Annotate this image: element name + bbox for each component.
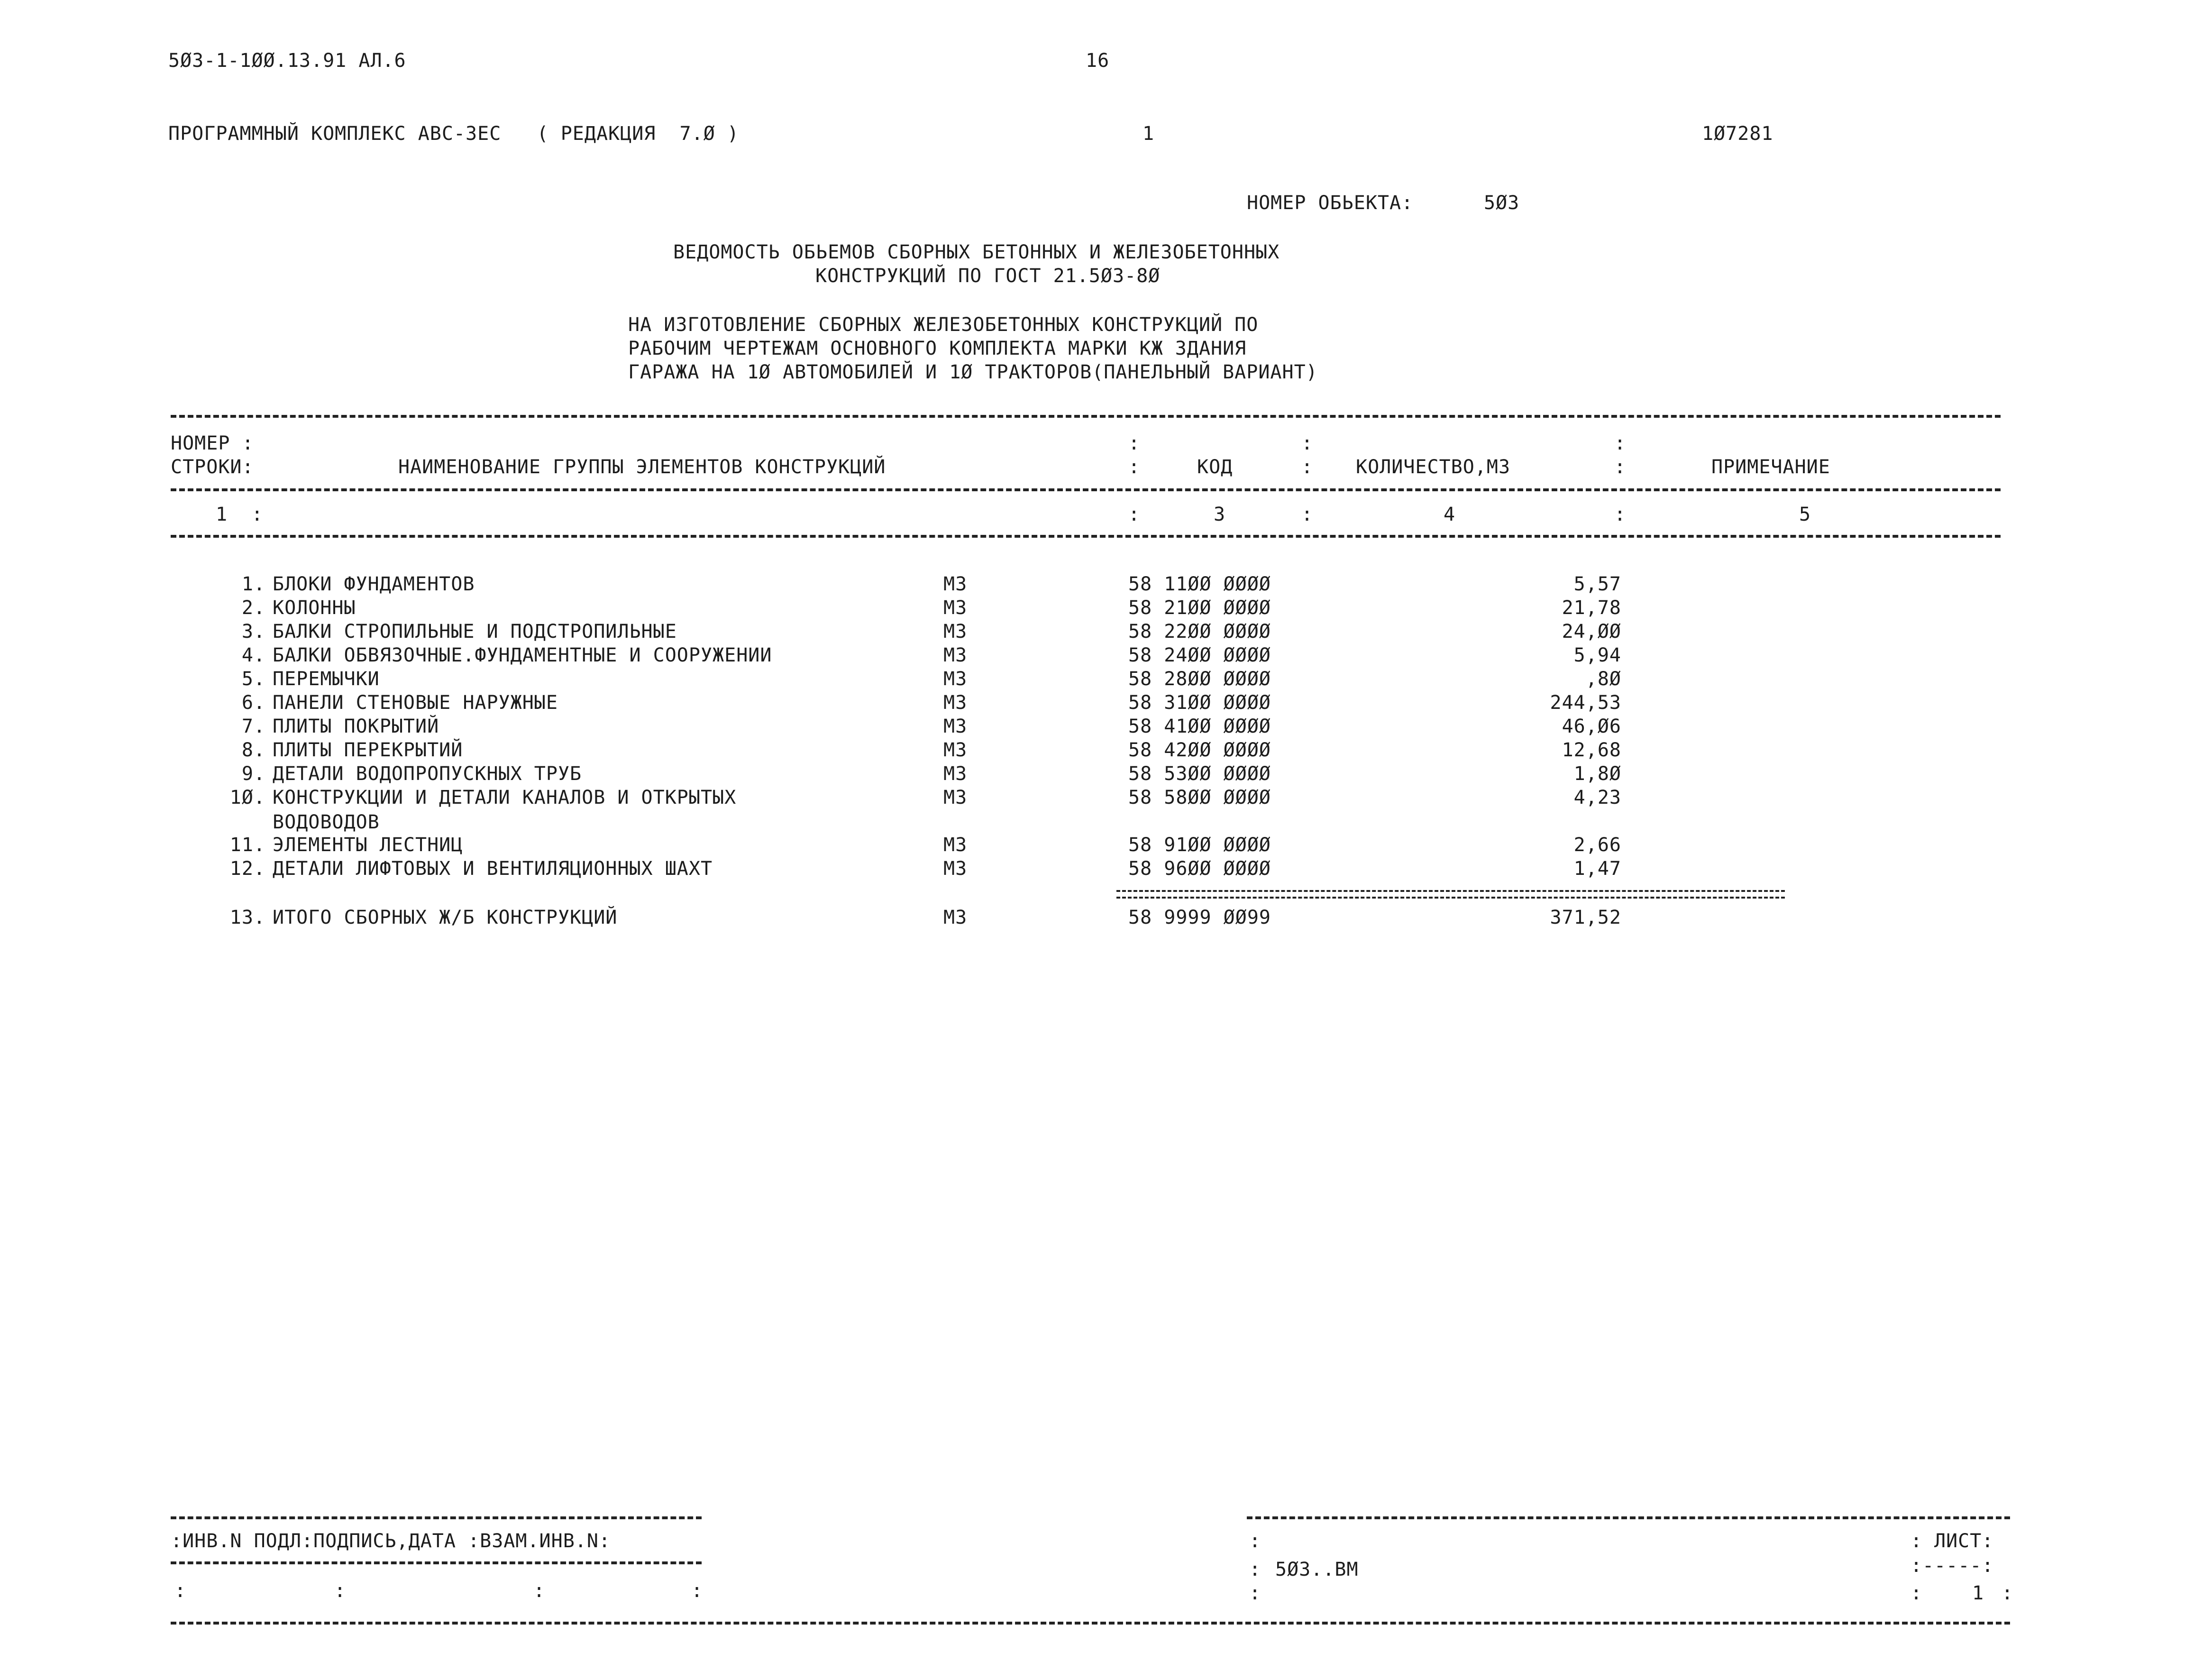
table-row — [0, 575, 2212, 599]
row-unit: М3 — [943, 858, 968, 880]
table-row — [0, 693, 2212, 718]
total-unit: М3 — [943, 907, 968, 928]
stamp-sheet-value: 1 — [1972, 1582, 1984, 1604]
stamp-cell-separator: : — [691, 1580, 704, 1602]
stamp-separator: : — [1910, 1582, 1923, 1604]
header-separator: : — [1301, 456, 1314, 478]
column-number-4: 4 — [1444, 504, 1456, 525]
sheet-number: 1 — [1143, 123, 1155, 145]
table-row — [0, 622, 2212, 647]
row-unit: М3 — [943, 668, 968, 690]
table-row — [0, 646, 2212, 670]
row-code: 58 96ØØ ØØØØ — [1128, 858, 1271, 880]
header-quantity: КОЛИЧЕСТВО,М3 — [1356, 456, 1511, 478]
row-quantity: 2,66 — [1573, 834, 1621, 856]
table-columns-rule — [171, 535, 2001, 538]
stamp-cell-separator: : — [174, 1580, 187, 1602]
row-quantity: 1,8Ø — [1573, 763, 1621, 785]
total-name: ИТОГО СБОРНЫХ Ж/Б КОНСТРУКЦИЙ — [273, 907, 618, 928]
row-unit: М3 — [943, 621, 968, 643]
row-name: ПЛИТЫ ПОКРЫТИЙ — [273, 716, 439, 737]
stamp-sheet-divider: :-----: — [1910, 1555, 1994, 1577]
column-number-1: 1 : — [216, 504, 264, 525]
row-unit: М3 — [943, 763, 968, 785]
row-name: КОЛОННЫ — [273, 597, 356, 619]
row-number: 4. — [241, 644, 265, 666]
header-row-number-1: НОМЕР : — [171, 432, 254, 454]
row-quantity: ,8Ø — [1585, 668, 1621, 690]
column-separator: : — [1301, 504, 1314, 525]
row-quantity: 244,53 — [1550, 692, 1621, 714]
object-number: 5Ø3 — [1484, 192, 1520, 214]
total-separator — [1116, 890, 1785, 899]
row-quantity: 21,78 — [1562, 597, 1621, 619]
total-code: 58 9999 ØØ99 — [1128, 907, 1271, 928]
object-label: НОМЕР ОБЬЕКТА: — [1247, 192, 1414, 214]
table-row — [0, 598, 2212, 623]
total-number: 13. — [229, 907, 265, 928]
subtitle-line-3: ГАРАЖА НА 1Ø АВТОМОБИЛЕЙ И 1Ø ТРАКТОРОВ(ПАНЕЛЬНЫЙ ВАРИАНТ) — [628, 361, 1318, 383]
row-name-continuation: ВОДОВОДОВ — [273, 811, 380, 833]
row-quantity: 1,47 — [1573, 858, 1621, 880]
stamp-document-code: 5Ø3..ВМ — [1275, 1559, 1359, 1580]
row-number: 12. — [229, 858, 265, 880]
row-number: 1. — [241, 573, 265, 595]
header-separator: : — [1128, 456, 1141, 478]
row-unit: М3 — [943, 573, 968, 595]
row-code: 58 21ØØ ØØØØ — [1128, 597, 1271, 619]
row-code: 58 24ØØ ØØØØ — [1128, 644, 1271, 666]
row-unit: М3 — [943, 644, 968, 666]
subtitle-line-2: РАБОЧИМ ЧЕРТЕЖАМ ОСНОВНОГО КОМПЛЕКТА МАРКИ КЖ ЗДАНИЯ — [628, 338, 1247, 359]
column-number-3: 3 — [1214, 504, 1226, 525]
header-code: КОД — [1197, 456, 1233, 478]
row-code: 58 58ØØ ØØØØ — [1128, 787, 1271, 808]
subtitle-line-1: НА ИЗГОТОВЛЕНИЕ СБОРНЫХ ЖЕЛЕЗОБЕТОННЫХ КОНСТРУКЦИЙ ПО — [628, 314, 1259, 336]
row-number: 6. — [241, 692, 265, 714]
table-row — [0, 670, 2212, 694]
total-quantity: 371,52 — [1550, 907, 1621, 928]
row-code: 58 41ØØ ØØØØ — [1128, 716, 1271, 737]
row-code: 58 91ØØ ØØØØ — [1128, 834, 1271, 856]
row-quantity: 24,ØØ — [1562, 621, 1621, 643]
row-quantity: 5,57 — [1573, 573, 1621, 595]
stamp-left-top-rule — [171, 1516, 702, 1519]
table-row — [0, 787, 2212, 833]
header-row-number-2: СТРОКИ: — [171, 456, 254, 478]
row-code: 58 11ØØ ØØØØ — [1128, 573, 1271, 595]
stamp-sheet-label: ЛИСТ: — [1934, 1530, 1994, 1552]
table-header-rule — [171, 488, 2001, 491]
header-separator: : — [1128, 432, 1141, 454]
table-row — [0, 859, 2212, 884]
stamp-separator: : — [1249, 1582, 1261, 1604]
row-quantity: 5,94 — [1573, 644, 1621, 666]
row-name: БАЛКИ ОБВЯЗОЧНЫЕ.ФУНДАМЕНТНЫЕ И СООРУЖЕНИИ — [273, 644, 772, 666]
row-name: ДЕТАЛИ ВОДОПРОПУСКНЫХ ТРУБ — [273, 763, 582, 785]
row-number: 3. — [241, 621, 265, 643]
row-name: ПЛИТЫ ПЕРЕКРЫТИЙ — [273, 739, 463, 761]
stamp-left-header: :ИНВ.N ПОДЛ:ПОДПИСЬ,ДАТА :ВЗАМ.ИНВ.N: — [171, 1530, 611, 1552]
column-separator: : — [1614, 504, 1627, 525]
row-unit: М3 — [943, 692, 968, 714]
row-unit: М3 — [943, 787, 968, 808]
row-name: БЛОКИ ФУНДАМЕНТОВ — [273, 573, 475, 595]
row-number: 2. — [241, 597, 265, 619]
row-unit: М3 — [943, 739, 968, 761]
document-code: 5Ø3-1-1ØØ.13.91 АЛ.6 — [168, 50, 406, 72]
document-title-line-2: КОНСТРУКЦИЙ ПО ГОСТ 21.5Ø3-8Ø — [815, 265, 1161, 287]
header-separator: : — [1614, 456, 1627, 478]
row-unit: М3 — [943, 597, 968, 619]
row-name: КОНСТРУКЦИИ И ДЕТАЛИ КАНАЛОВ И ОТКРЫТЫХ — [273, 787, 737, 808]
row-name: ПЕРЕМЫЧКИ — [273, 668, 380, 690]
stamp-cell-separator: : — [334, 1580, 347, 1602]
row-quantity: 4,23 — [1573, 787, 1621, 808]
stamp-separator: : — [2002, 1582, 2014, 1604]
header-separator: : — [1614, 432, 1627, 454]
row-number: 7. — [241, 716, 265, 737]
row-code: 58 42ØØ ØØØØ — [1128, 739, 1271, 761]
table-row — [0, 764, 2212, 789]
total-row — [0, 908, 2212, 933]
table-top-rule — [171, 415, 2001, 418]
row-code: 58 31ØØ ØØØØ — [1128, 692, 1271, 714]
table-row — [0, 741, 2212, 765]
header-name: НАИМЕНОВАНИЕ ГРУППЫ ЭЛЕМЕНТОВ КОНСТРУКЦИЙ — [398, 456, 886, 478]
row-number: 8. — [241, 739, 265, 761]
row-unit: М3 — [943, 716, 968, 737]
stamp-cell-separator: : — [533, 1580, 546, 1602]
header-note: ПРИМЕЧАНИЕ — [1711, 456, 1830, 478]
stamp-separator: : — [1910, 1530, 1923, 1552]
row-name: ЭЛЕМЕНТЫ ЛЕСТНИЦ — [273, 834, 463, 856]
row-quantity: 46,Ø6 — [1562, 716, 1621, 737]
column-separator: : — [1128, 504, 1141, 525]
stamp-separator: : — [1249, 1559, 1261, 1580]
row-unit: М3 — [943, 834, 968, 856]
row-number: 11. — [229, 834, 265, 856]
row-number: 5. — [241, 668, 265, 690]
row-code: 58 53ØØ ØØØØ — [1128, 763, 1271, 785]
row-quantity: 12,68 — [1562, 739, 1621, 761]
row-name: ПАНЕЛИ СТЕНОВЫЕ НАРУЖНЫЕ — [273, 692, 558, 714]
program-name: ПРОГРАММНЫЙ КОМПЛЕКС АВС-3ЕС ( РЕДАКЦИЯ 7.Ø ) — [168, 123, 739, 145]
stamp-left-middle-rule — [171, 1561, 702, 1564]
row-number: 9. — [241, 763, 265, 785]
stamp-right-top-rule — [1247, 1516, 2010, 1519]
row-name: ДЕТАЛИ ЛИФТОВЫХ И ВЕНТИЛЯЦИОННЫХ ШАХТ — [273, 858, 713, 880]
row-code: 58 22ØØ ØØØØ — [1128, 621, 1271, 643]
column-number-5: 5 — [1799, 504, 1811, 525]
row-name: БАЛКИ СТРОПИЛЬНЫЕ И ПОДСТРОПИЛЬНЫЕ — [273, 621, 677, 643]
stamp-bottom-rule — [171, 1622, 2010, 1625]
run-id: 1Ø7281 — [1702, 123, 1773, 145]
stamp-separator: : — [1249, 1530, 1261, 1552]
row-code: 58 28ØØ ØØØØ — [1128, 668, 1271, 690]
document-title-line-1: ВЕДОМОСТЬ ОБЬЕМОВ СБОРНЫХ БЕТОННЫХ И ЖЕЛЕЗОБЕТОННЫХ — [673, 241, 1280, 263]
row-number: 1Ø. — [229, 787, 265, 808]
table-row — [0, 717, 2212, 742]
table-row — [0, 835, 2212, 860]
page-number: 16 — [1086, 50, 1110, 72]
header-separator: : — [1301, 432, 1314, 454]
